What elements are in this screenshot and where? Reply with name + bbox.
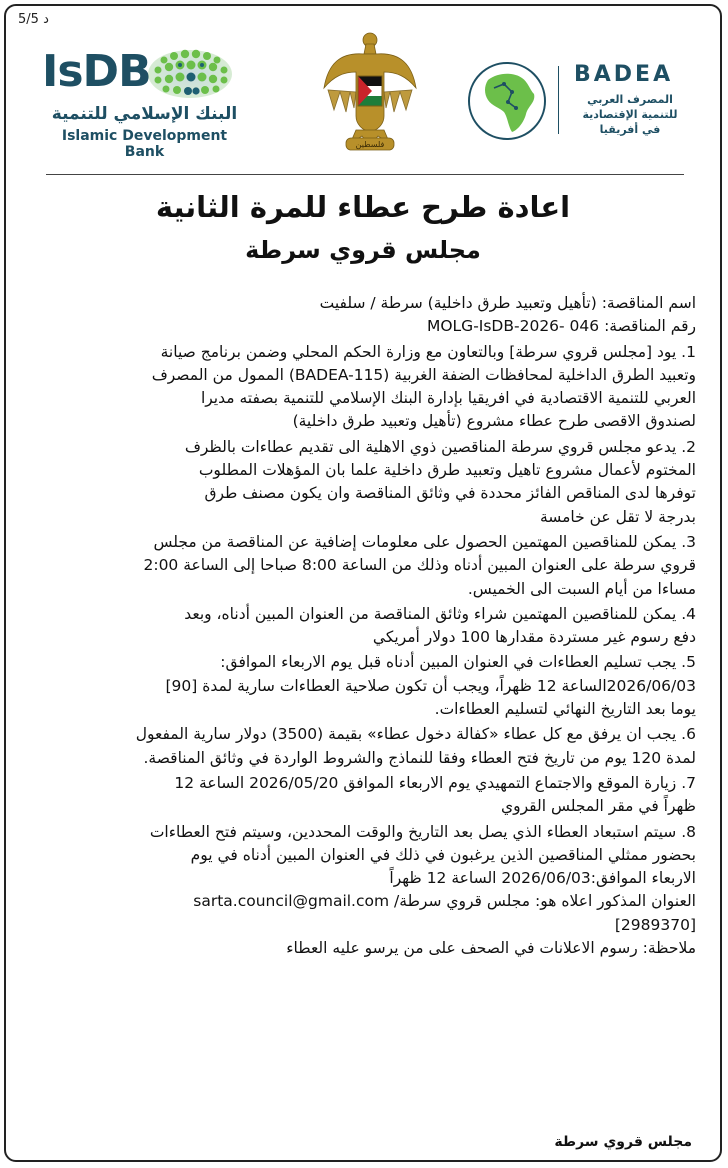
tender-item-line: لمدة 120 يوم من تاريخ فتح العطاء وفقا للنماذج والشروط الواردة في وثائق المناقصة. xyxy=(143,748,696,767)
tender-item-line: 1. يود [مجلس قروي سرطة] وبالتعاون مع وزارة الحكم المحلي وضمن برنامج صيانة xyxy=(160,342,696,361)
tender-item-line: مساءا من أيام السبت الى الخميس. xyxy=(467,579,696,598)
isdb-arabic-name: البنك الإسلامي للتنمية xyxy=(51,104,238,124)
address-line xyxy=(34,890,696,913)
isdb-english-name: Islamic Development Bank xyxy=(61,128,228,160)
ad-title: اعادة طرح عطاء للمرة الثانية xyxy=(155,190,571,224)
tender-item-line: لصندوق الاقصى طرح عطاء مشروع (تأهيل وتعبيد طرق داخلية) xyxy=(292,412,696,431)
tender-item-line: الاربعاء الموافق:2026/06/03 الساعة 12 ظهراً xyxy=(389,869,696,888)
tender-item-line: ظهراً في مقر المجلس القروي xyxy=(501,797,696,816)
tender-item-line: 2026/06/03الساعة 12 ظهراً، ويجب أن تكون صلاحية العطاءات سارية لمدة [90] xyxy=(165,676,696,695)
tender-item-line: 2. يدعو مجلس قروي سرطة المناقصين ذوي الاهلية الى تقديم عطاءات بالظرف xyxy=(184,437,696,456)
tender-item-line: قروي سرطة على العنوان المبين أدناه وذلك من الساعة 8:00 صباحا إلى الساعة 2:00 xyxy=(143,556,696,575)
tender-item xyxy=(34,341,696,434)
eagle-icon xyxy=(320,26,420,156)
africa-map-icon xyxy=(464,58,550,144)
isdb-globe-icon xyxy=(144,46,236,98)
tender-items-list xyxy=(34,341,696,891)
palestine-eagle-emblem xyxy=(320,26,420,156)
logo-header xyxy=(6,6,720,181)
tender-item xyxy=(34,821,696,891)
tender-item-line: 5. يجب تسليم العطاءات في العنوان المبين أدناه قبل يوم الاربعاء الموافق: xyxy=(220,653,696,672)
tender-item xyxy=(34,531,696,601)
tender-item-line: توفرها لدى المناقص الفائز محددة في وثائق المناقصة وان يكون مصنف طرق xyxy=(204,484,696,503)
tender-item-line: بحضور ممثلي المناقصين الذين يرغبون في ذلك في العنوان المبين أدناه في يوم xyxy=(190,845,696,864)
tender-item xyxy=(34,436,696,529)
badea-arabic-line: للتنمية الإقتصادية xyxy=(582,108,678,121)
tender-item-line: 4. يمكن للمناقصين المهتمين شراء وثائق المناقصة من العنوان المبين أدناه، وبعد xyxy=(184,604,696,623)
badea-wordmark: BADEA xyxy=(574,62,674,87)
header-divider xyxy=(46,174,684,175)
tender-item-line: دفع رسوم غير مستردة مقدارها 100 دولار أمريكي xyxy=(372,628,696,647)
ad-body xyxy=(34,292,696,960)
signature: مجلس قروي سرطة xyxy=(554,1134,692,1150)
ad-subtitle: مجلس قروي سرطة xyxy=(245,236,481,264)
badea-arabic-name xyxy=(560,92,700,137)
address-label: العنوان المذكور اعلاه هو: مجلس قروي سرطة/ xyxy=(394,892,696,911)
tender-item-line: 8. سيتم استبعاد العطاء الذي يصل بعد التاريخ والوقت المحددين، وسيتم فتح العطاءات xyxy=(149,822,696,841)
badea-arabic-line: المصرف العربي xyxy=(587,93,673,106)
tender-item-line: بدرجة لا تقل عن خامسة xyxy=(539,507,696,526)
isdb-wordmark: IsDB xyxy=(42,46,151,97)
tender-item xyxy=(34,772,696,819)
tender-item xyxy=(34,603,696,650)
tender-item-line: العربي للتنمية الاقتصادية في افريقيا بإدارة البنك الإسلامي للتنمية بصفته مديرا xyxy=(200,389,696,408)
tender-item-line: 6. يجب ان يرفق مع كل عطاء «كفالة دخول عطاء» بقيمة (3500) دولار سارية المفعول xyxy=(135,725,696,744)
tender-item-line: 3. يمكن للمناقصين المهتمين الحصول على معلومات إضافية عن المناقصة من مجلس xyxy=(153,532,696,551)
tender-item-line: المختوم لأعمال مشروع تاهيل وتعبيد طرق داخلية علما بان المؤهلات المطلوب xyxy=(198,461,696,480)
badea-arabic-line: في أفريقيا xyxy=(599,123,661,136)
advertisement-page xyxy=(4,4,722,1162)
ad-note: ملاحظة: رسوم الاعلانات في الصحف على من يرسو عليه العطاء xyxy=(286,939,696,958)
badea-divider xyxy=(558,66,559,134)
page-code: 5/5 د xyxy=(18,12,49,27)
phone-number: [2989370] xyxy=(614,915,696,934)
tender-item-line: وتعبيد الطرق الداخلية لمحافظات الضفة الغربية (BADEA-115) الممول من المصرف xyxy=(151,365,696,384)
address-email: sarta.council@gmail.com xyxy=(193,892,390,911)
isdb-logo xyxy=(42,46,252,160)
tender-item-line: يوما بعد التاريخ النهائي لتسليم العطاءات. xyxy=(434,700,696,719)
tender-item xyxy=(34,723,696,770)
badea-logo xyxy=(464,56,704,146)
tender-item-line: 7. زيارة الموقع والاجتماع التمهيدي يوم الاربعاء الموافق 2026/05/20 الساعة 12 xyxy=(174,773,696,792)
seal-text: فلسطين xyxy=(355,140,385,149)
tender-name: اسم المناقصة: (تأهيل وتعبيد طرق داخلية) سرطة / سلفيت xyxy=(319,294,696,312)
tender-number: رقم المناقصة: MOLG-IsDB-2026- 046 xyxy=(426,317,696,336)
tender-item xyxy=(34,651,696,721)
address-phone xyxy=(34,914,696,937)
